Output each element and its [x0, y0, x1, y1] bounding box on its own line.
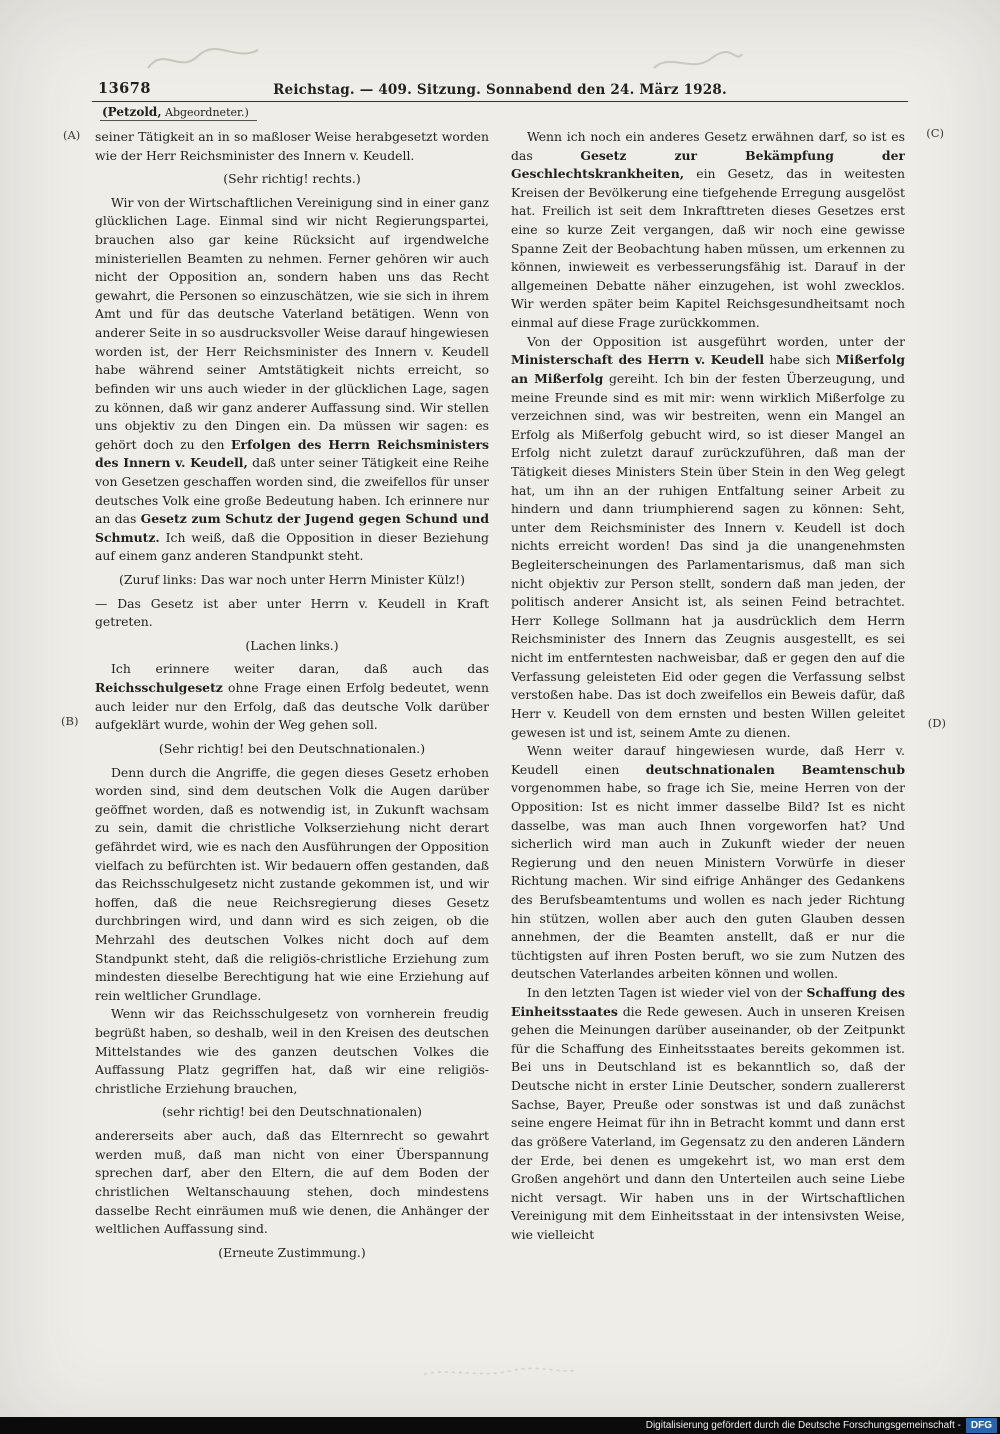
pencil-mark — [648, 46, 748, 78]
emphasis-text: Ministerschaft des Herrn v. Keudell — [511, 352, 765, 368]
paragraph — [95, 1005, 489, 1098]
body-text: die Rede gewesen. Auch in unseren Kreisen gehen die Meinungen darüber auseinander, ob der Zeitpunkt für die Schaffung des Einheitsstaates bereits gekommen ist. Bei uns in Deutschland ist es bekanntlich so, daß der Deutsche nicht in erster Linie Deutscher, sondern zuallererst Sachse, Bayer, Preuße oder sonstwas ist und daß zunächst seine engere Heimat für ihn in Betracht kommt und dann erst das größere Vaterland, im Gegensatz zu den anderen Ländern der Erde, bei denen es umgekehrt ist, wo man erst dem Großen angehört und dann den Unterteilen auch seine Liebe nicht versagt. Wir haben uns in der Wirtschaftlichen Vereinigung mit dem Einheitsstaat in der intensivsten Weise, wie vielleicht — [511, 1003, 905, 1242]
column-marker-d: (D) — [927, 716, 946, 730]
emphasis-text: Gesetz zum Schutz der Jugend gegen Schund und Schmutz. — [95, 511, 489, 545]
body-text: gereiht. Ich bin der festen Überzeugung, und meine Freunde sind es mit mir: wenn wirklich Mißerfolge zu verzeichnen sind, was wir bestreiten, wenn ein Mangel an Erfolg als Mißerfolg gebucht wird, so ist dieser Mangel an Erfolg nicht zuletzt darauf zurückzuführen, daß man der Tätigkeit dieses Ministers Stein über Stein in den Weg gelegt hat, um ihn an der ruhigen Entfaltung seiner Arbeit zu hindern und dann triumphierend sagen zu können: Seht, unter dem Reichsminister des Innern v. Keudell ist doch nichts erreicht worden! Das sind ja die unangenehmsten Begleiterscheinungen des Parlamentarismus, daß man sich nicht objektiv zur Person stellt, sondern daß man jeden, der politisch anderer Ansicht ist, als seinen Feind betrachtet. Herr Kollege Sollmann hat ja ausdrücklich dem Herrn Reichsminister des Innern das Zeugnis ausgestellt, es sei nicht im entferntesten nachweisbar, daß er gegen den auf die Verfassung geleisteten Eid oder gegen die Verfassung selbst verstoßen habe. Das ist doch zweifellos ein Beweis dafür, daß Herr v. Keudell von dem ernsten und besten Willen geleitet gewesen ist und ist, seinem Amte zu dienen. — [511, 370, 905, 740]
paragraph — [95, 764, 489, 1006]
paragraph — [95, 595, 489, 632]
body-text: andererseits aber auch, daß das Elternrecht so gewahrt werden muß, daß man nicht von einer Überspannung sprechen darf, aber den Eltern, die auf dem Boden der christlichen Weltanschauung stehen, doch mindestens dasselbe Recht einräumen muß wie denen, die Anhänger der weltlichen Auffassung sind. — [95, 1128, 489, 1237]
emphasis-text: Schaffung des Einheitsstaates — [511, 985, 905, 1019]
body-text: Wenn wir das Reichsschulgesetz von vornherein freudig begrüßt haben, so deshalb, weil in den Kreisen des deutschen Mittelstandes wie des ganzen deutschen Volkes die Auffassung Platz gegriffen hat, daß wir eine religiös-christliche Erziehung brauchen, — [95, 1006, 489, 1096]
column-marker-c: (C) — [926, 126, 944, 140]
body-text: Ich erinnere weiter daran, daß auch das — [111, 661, 489, 677]
page-number: 13678 — [98, 80, 151, 97]
page-header — [92, 80, 908, 102]
pencil-mark — [140, 38, 290, 80]
digitization-footer — [0, 1417, 1000, 1434]
body-text: Wenn ich noch ein anderes Gesetz erwähnen darf, so ist es das — [511, 129, 905, 163]
stage-direction: (Erneute Zustimmung.) — [218, 1244, 366, 1260]
body-text: — Das Gesetz ist aber unter Herrn v. Keudell in Kraft getreten. — [95, 595, 489, 630]
body-text: Wenn weiter darauf hingewiesen wurde, daß Herr v. Keudell einen — [511, 743, 905, 777]
body-text: ein Gesetz, das in weitesten Kreisen der Bevölkerung eine tiefgehende Erregung ausgelöst hat. Freilich ist seit dem Inkrafttreten dieses Gesetzes erst eine so kurze Zeit vergangen, daß wir noch eine gewisse Spanne Zeit der Beobachtung haben müssen, um erkennen zu können, inwieweit es verbesserungsfähig ist. Darauf in der allgemeinen Debatte näher einzugehen, ist wohl zwecklos. Wir werden später beim Kapitel Reichsgesundheitsamt noch einmal auf diese Frage zurückkommen. — [511, 166, 905, 331]
body-text: Von der Opposition ist ausgeführt worden, unter der — [527, 333, 905, 349]
emphasis-text: Mißerfolg an Mißerfolg — [511, 352, 905, 386]
stage-direction: (Zuruf links: Das war noch unter Herrn Minister Külz!) — [119, 572, 465, 588]
body-text: habe sich — [764, 352, 836, 368]
header-title: Reichstag. — 409. Sitzung. Sonnabend den 24. März 1928. — [273, 82, 727, 98]
speaker-role: Abgeordneter.) — [161, 106, 249, 119]
body-text: vorgenommen habe, so frage ich Sie, meine Herren von der Opposition: Ist es nicht immer dasselbe Bild? Ist es nicht dasselbe, was man auch Ihnen vorgeworfen hat? Und sicherlich wird man auch in Zukunft wieder der neuen Regierung und den neuen Ministern Vorwürfe in dieser Richtung machen. Wir sind eifrige Anhänger des Gedankens des Berufsbeamtentums und wollen es nach jeder Richtung hin stützen, wollen aber auch den guten Glauben dessen annehmen, der die Beamten anstellt, daß er nur die tüchtigsten auf ihren Posten beruft, wo sie zum Nutzen des deutschen Vaterlandes arbeiten können und wollen. — [511, 780, 905, 982]
dfg-logo: DFG — [966, 1418, 997, 1433]
paragraph — [511, 333, 905, 742]
speaker-name: (Petzold, — [102, 105, 162, 119]
stage-direction: (sehr richtig! bei den Deutschnationalen) — [161, 1104, 423, 1120]
body-text: Wir von der Wirtschaftlichen Vereinigung sind in einer ganz glücklichen Lage. Einmal sind wir nicht Regierungspartei, brauchen also gar keine Rücksicht auf irgendwelche ministeriellen Beamten zu nehmen. Ferner gehören wir auch nicht der Opposition an, sondern haben uns das Recht gewahrt, die Personen so einzuschätzen, wie sie sich in ihrem Amt und für das deutsche Vaterland betätigen. Wenn von anderer Seite in so ausdrucksvoller Weise darauf hingewiesen worden ist, der Herr Reichsminister des Innern v. Keudell habe während seiner Amtstätigkeit nichts erreicht, so befinden wir uns auch wieder in der glücklichen Lage, sagen zu können, daß wir ganz anderer Auffassung sind. Wir stellen uns objektiv zu den Dingen ein. Da müssen wir sagen: es gehört doch zu den — [95, 194, 489, 452]
paragraph — [95, 1127, 489, 1239]
body-text: daß unter seiner Tätigkeit eine Reihe von Gesetzen geschaffen worden sind, die zweifellos für unser deutsches Volk eine große Bedeutung haben. Ich erinnere nur an das — [95, 455, 489, 527]
text-columns — [95, 128, 905, 1408]
paragraph — [511, 742, 905, 984]
emphasis-text: Reichsschulgesetz — [95, 680, 223, 696]
emphasis-text: Erfolgen des Herrn Reichsministers des Innern v. Keudell, — [95, 436, 489, 471]
column-marker-b: (B) — [61, 714, 79, 728]
paragraph — [95, 128, 489, 165]
stage-direction: (Lachen links.) — [245, 637, 339, 653]
body-text: Denn durch die Angriffe, die gegen dieses Gesetz erhoben worden sind, sind dem deutschen Volk die Augen darüber geöffnet worden, daß es notwendig ist, in Zukunft wachsam zu sein, damit die christliche Volkserziehung nicht derart gefährdet wird, wie es nach den Ausführungen der Opposition vielfach zu befürchten ist. Wir bedauern offen gestanden, daß das Reichsschulgesetz nicht zustande gekommen ist, und wir hoffen, daß die neue Reichsregierung dieses Gesetz durchbringen wird, und dann wird es sich zeigen, ob die Mehrzahl des deutschen Volkes nicht doch auf dem Standpunkt steht, daß die religiös-christliche Erziehung zum mindesten dieselbe Berechtigung hat wie eine Erziehung auf rein weltlicher Grundlage. — [95, 764, 489, 1003]
emphasis-text: deutschnationalen Beamtenschub — [645, 761, 905, 777]
body-text: seiner Tätigkeit an in so maßloser Weise herabgesetzt worden wie der Herr Reichsminister des Innern v. Keudell. — [95, 129, 489, 163]
stage-direction: (Sehr richtig! rechts.) — [223, 171, 361, 187]
column-left — [95, 128, 489, 1408]
emphasis-text: Gesetz zur Bekämpfung der Geschlechtskrankheiten, — [511, 147, 905, 182]
column-marker-a: (A) — [63, 128, 81, 142]
digitization-credit: Digitalisierung gefördert durch die Deutsche Forschungsgemeinschaft - — [645, 1420, 961, 1431]
body-text: In den letzten Tagen ist wieder viel von der — [527, 985, 807, 1001]
body-text: ohne Frage einen Erfolg bedeutet, wenn auch leider nur den Erfolg, daß das deutsche Volk darüber aufgeklärt wurde, wohin der Weg gehen soll. — [95, 680, 489, 733]
stage-direction: (Sehr richtig! bei den Deutschnationalen.) — [158, 740, 426, 756]
body-text: Ich weiß, daß die Opposition in dieser Beziehung auf einem ganz anderen Standpunkt steht. — [95, 529, 489, 564]
paragraph — [511, 984, 905, 1245]
speaker-note — [100, 105, 257, 121]
column-right — [511, 128, 905, 1408]
paragraph — [511, 128, 905, 333]
paragraph — [95, 194, 489, 566]
paragraph — [95, 660, 489, 734]
